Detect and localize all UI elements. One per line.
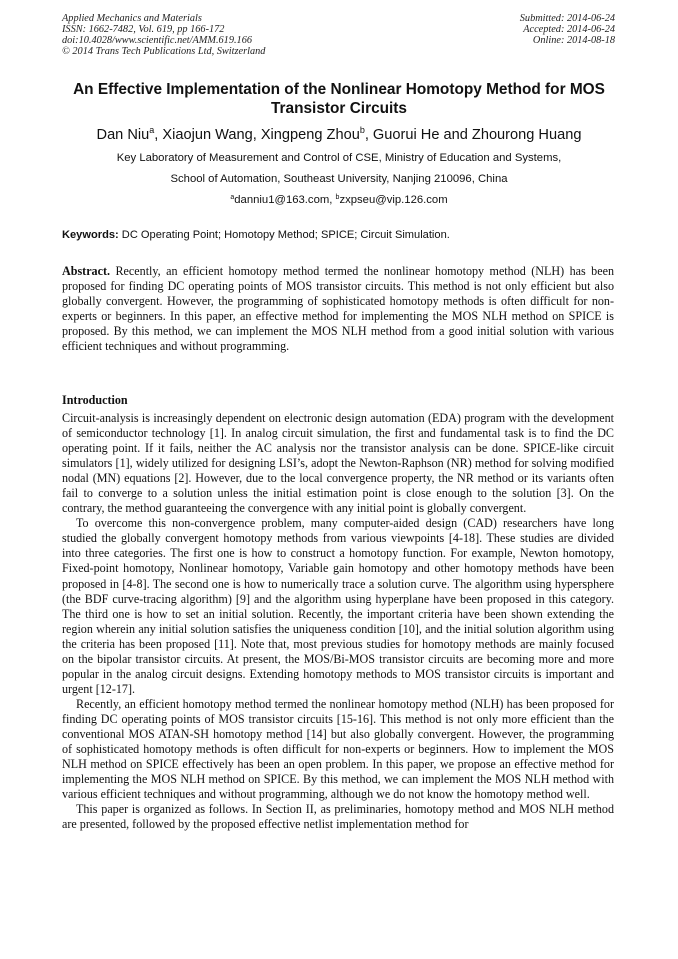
journal-name: Applied Mechanics and Materials	[62, 13, 202, 24]
email-b-mark: b	[335, 194, 340, 201]
affiliation-line-1: Key Laboratory of Measurement and Control of CSE, Ministry of Education and Systems,	[116, 152, 562, 164]
email-a: danniu1@163.com,	[234, 194, 336, 206]
submitted-date: Submitted: 2014-06-24	[519, 13, 615, 24]
intro-paragraph-4: This paper is organized as follows. In Section II, as preliminaries, homotopy method and MOS NLH method are presented, followed by the proposed effective netlist implementation method for	[62, 802, 614, 832]
author-2-group: , Xiaojun Wang, Xingpeng Zhou	[154, 127, 360, 143]
paper-title: An Effective Implementation of the Nonlinear Homotopy Method for MOS Transistor Circuits	[73, 81, 605, 117]
section-heading-introduction: Introduction	[62, 393, 128, 407]
publication-info	[62, 13, 265, 57]
author-1: Dan Niu	[96, 127, 150, 143]
abstract-label: Abstract.	[62, 264, 111, 278]
accepted-date: Accepted: 2014-06-24	[523, 24, 615, 35]
email-b: zxpseu@vip.126.com	[339, 194, 448, 206]
issn-line: ISSN: 1662-7482, Vol. 619, pp 166-172	[62, 24, 225, 35]
keywords-label: Keywords:	[62, 229, 119, 241]
intro-paragraph-3: Recently, an efficient homotopy method termed the nonlinear homotopy method (NLH) has been proposed for finding DC operating points of MOS transistor circuits [15-16]. This method is not only more efficient than the conventional MOS ATAN-SH homotopy method [14] but also globally convergent. However, the programming of sophisticated homotopy methods is often difficult for non-experts or beginners. How to implement the MOS NLH method on SPICE effectively has been an open problem. In this paper, we propose an effective method for implementing the MOS NLH method on SPICE. By this method, we can implement the MOS NLH method with various efficient techniques and without programming, although we do not know the homotopy method well.	[62, 696, 614, 802]
doi-line: doi:10.4028/www.scientific.net/AMM.619.166	[62, 35, 252, 46]
online-date: Online: 2014-08-18	[532, 35, 615, 46]
author-3-group: , Guorui He and Zhourong Huang	[364, 127, 582, 143]
copyright-line: © 2014 Trans Tech Publications Ltd, Switzerland	[62, 46, 266, 57]
keywords-text: DC Operating Point; Homotopy Method; SPICE; Circuit Simulation.	[118, 229, 450, 241]
author-list	[30, 126, 648, 144]
keywords	[62, 229, 450, 242]
abstract	[62, 264, 614, 354]
intro-paragraph-1: Circuit-analysis is increasingly dependent on electronic design automation (EDA) program with the development of semiconductor technology [1]. In analog circuit simulation, the first and fundamental task is to find the DC operating point. If it fails, neither the AC analysis nor the transistor analysis can be done. SPICE-like circuit simulators [1], widely utilized for designing LSI’s, adopt the Newton-Raphson (NR) method for solving modified nodal (MN) equations [2]. However, due to the local convergence property, the NR method or its variants often fail to converge to a solution unless the initial estimation point is close enough to the solution [3]. On the contrary, the method guaranteeing the convergence with any initial point is globally convergent.	[62, 411, 614, 516]
author-2-mark: b	[359, 125, 365, 135]
introduction-body	[62, 411, 614, 959]
email-a-mark: a	[230, 194, 235, 201]
author-1-mark: a	[149, 125, 155, 135]
intro-paragraph-2: To overcome this non-convergence problem, many computer-aided design (CAD) researchers have long studied the globally convergent homotopy methods from various viewpoints [4-18]. These studies are divided into three categories. The first one is how to construct a homotopy function. For example, Newton homotopy, Fixed-point homotopy, Nonlinear homotopy, Variable gain homotopy and other homotopy methods have been proposed in [4-8]. The second one is how to numerically trace a solution curve. The algorithm using hypersphere (the BDF curve-tracing algorithm) [9] and the algorithm using hyperplane have been proposed in this category. The third one is how to set an initial solution. Recently, the important criteria have been shown extending the region wherein any initial solution satisfies the uniqueness condition [10], and the initial solution algorithm using the criteria has been proposed [11]. Note that, most previous studies for homotopy methods are mainly focused on the bipolar transistor circuits. At present, the MOS/Bi-MOS transistor circuits are becoming more and more popular in the analog circuit designs. Extending homotopy methods to MOS transistor circuits is important and urgent [12-17].	[62, 516, 614, 696]
affiliation-line-2: School of Automation, Southeast University, Nanjing 210096, China	[170, 173, 508, 185]
publication-dates	[520, 13, 615, 46]
author-emails	[30, 194, 648, 207]
abstract-text: Recently, an efficient homotopy method termed the nonlinear homotopy method (NLH) has been proposed for finding DC operating points of MOS transistor circuits. This method is not only efficient but also globally convergent. However, the programming of sophisticated homotopy methods is often difficult for non-experts or beginners. In this paper, an effective method for implementing the MOS NLH method on SPICE is proposed. By this method, we can implement the MOS NLH method from a good initial solution with various efficient techniques and without programming.	[62, 264, 614, 354]
